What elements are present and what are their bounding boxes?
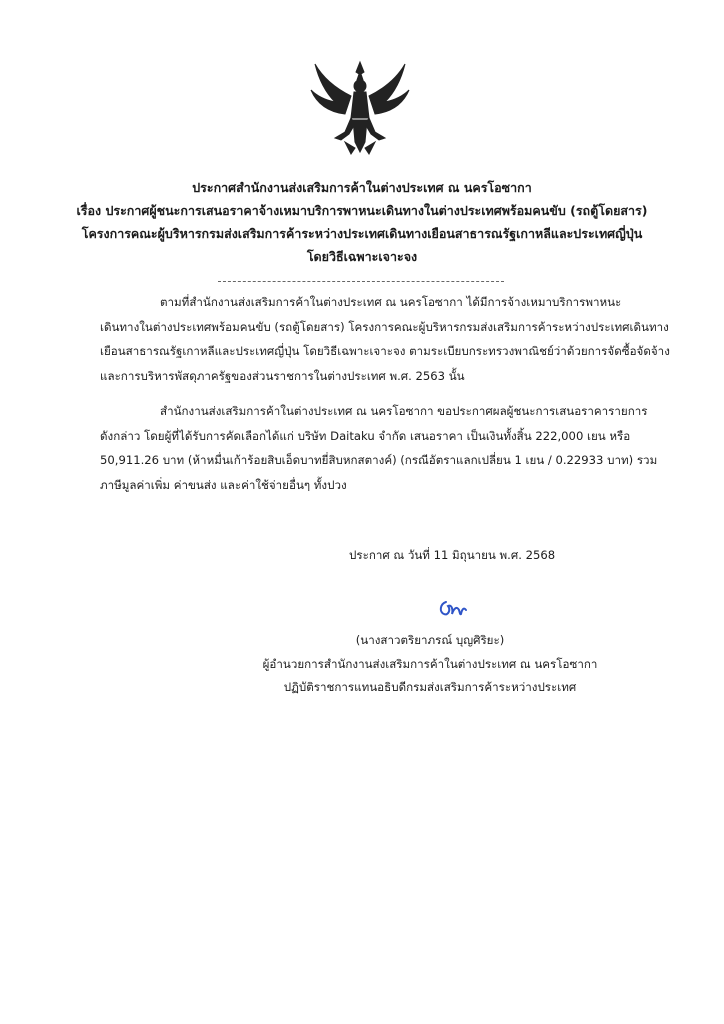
heading-divider	[218, 281, 504, 282]
paragraph-1	[100, 290, 670, 388]
paragraph-2-line: สำนักงานส่งเสริมการค้าในต่างประเทศ ณ นครโอซากา ขอประกาศผลผู้ชนะการเสนอราคารายการ	[160, 404, 648, 418]
paragraph-1-line: เดินทางในต่างประเทศพร้อมคนขับ (รถตู้โดยสาร) โครงการคณะผู้บริหารกรมส่งเสริมการค้าระหว่างประเทศเดินทาง	[100, 319, 669, 334]
heading-line-1: ประกาศสำนักงานส่งเสริมการค้าในต่างประเทศ ณ นครโอซากา	[192, 180, 532, 195]
garuda-emblem-icon	[305, 58, 415, 158]
paragraph-1-line: และการบริหารพัสดุภาครัฐของส่วนราชการในต่างประเทศ พ.ศ. 2563 นั้น	[100, 368, 465, 383]
heading-line-3: โครงการคณะผู้บริหารกรมส่งเสริมการค้าระหว่างประเทศเดินทางเยือนสาธารณรัฐเกาหลีและประเทศญี่ปุ่น	[81, 226, 643, 241]
announcement-date: ประกาศ ณ วันที่ 11 มิถุนายน พ.ศ. 2568	[349, 548, 556, 562]
signer-block	[240, 629, 620, 700]
paragraph-2	[100, 399, 658, 497]
paragraph-1-line: เยือนสาธารณรัฐเกาหลีและประเทศญี่ปุ่น โดยวิธีเฉพาะเจาะจง ตามระเบียบกระทรวงพาณิชย์ว่าด้วยการจัดซื้อจัดจ้าง	[100, 344, 670, 358]
heading-line-2: เรื่อง ประกาศผู้ชนะการเสนอราคาจ้างเหมาบริการพาหนะเดินทางในต่างประเทศพร้อมคนขับ (รถตู้โดยสาร)	[76, 203, 648, 218]
paragraph-2-line: ดังกล่าว โดยผู้ที่ได้รับการคัดเลือกได้แก่ บริษัท Daitaku จำกัด เสนอราคา เป็นเงินทั้งสิ้น 222,000 เยน หรือ	[100, 428, 631, 443]
heading-line-4: โดยวิธีเฉพาะเจาะจง	[306, 249, 418, 264]
paragraph-2-line: 50,911.26 บาท (ห้าหมื่นเก้าร้อยสิบเอ็ดบาทยี่สิบหกสตางค์) (กรณีอัตราแลกเปลี่ยน 1 เยน / 0.22933 บาท) รวม	[100, 453, 658, 467]
announcement-heading	[40, 176, 684, 268]
signature-icon	[436, 596, 470, 622]
signer-name: (นางสาวตริยาภรณ์ บุญศิริยะ)	[355, 633, 505, 647]
paragraph-2-line: ภาษีมูลค่าเพิ่ม ค่าขนส่ง และค่าใช้จ่ายอื่นๆ ทั้งปวง	[100, 477, 347, 492]
paragraph-1-line: ตามที่สำนักงานส่งเสริมการค้าในต่างประเทศ ณ นครโอซากา ได้มีการจ้างเหมาบริการพาหนะ	[160, 295, 622, 309]
signer-acting-position: ปฏิบัติราชการแทนอธิบดีกรมส่งเสริมการค้าระหว่างประเทศ	[283, 680, 577, 694]
signer-position: ผู้อำนวยการสำนักงานส่งเสริมการค้าในต่างประเทศ ณ นครโอซากา	[262, 656, 598, 671]
